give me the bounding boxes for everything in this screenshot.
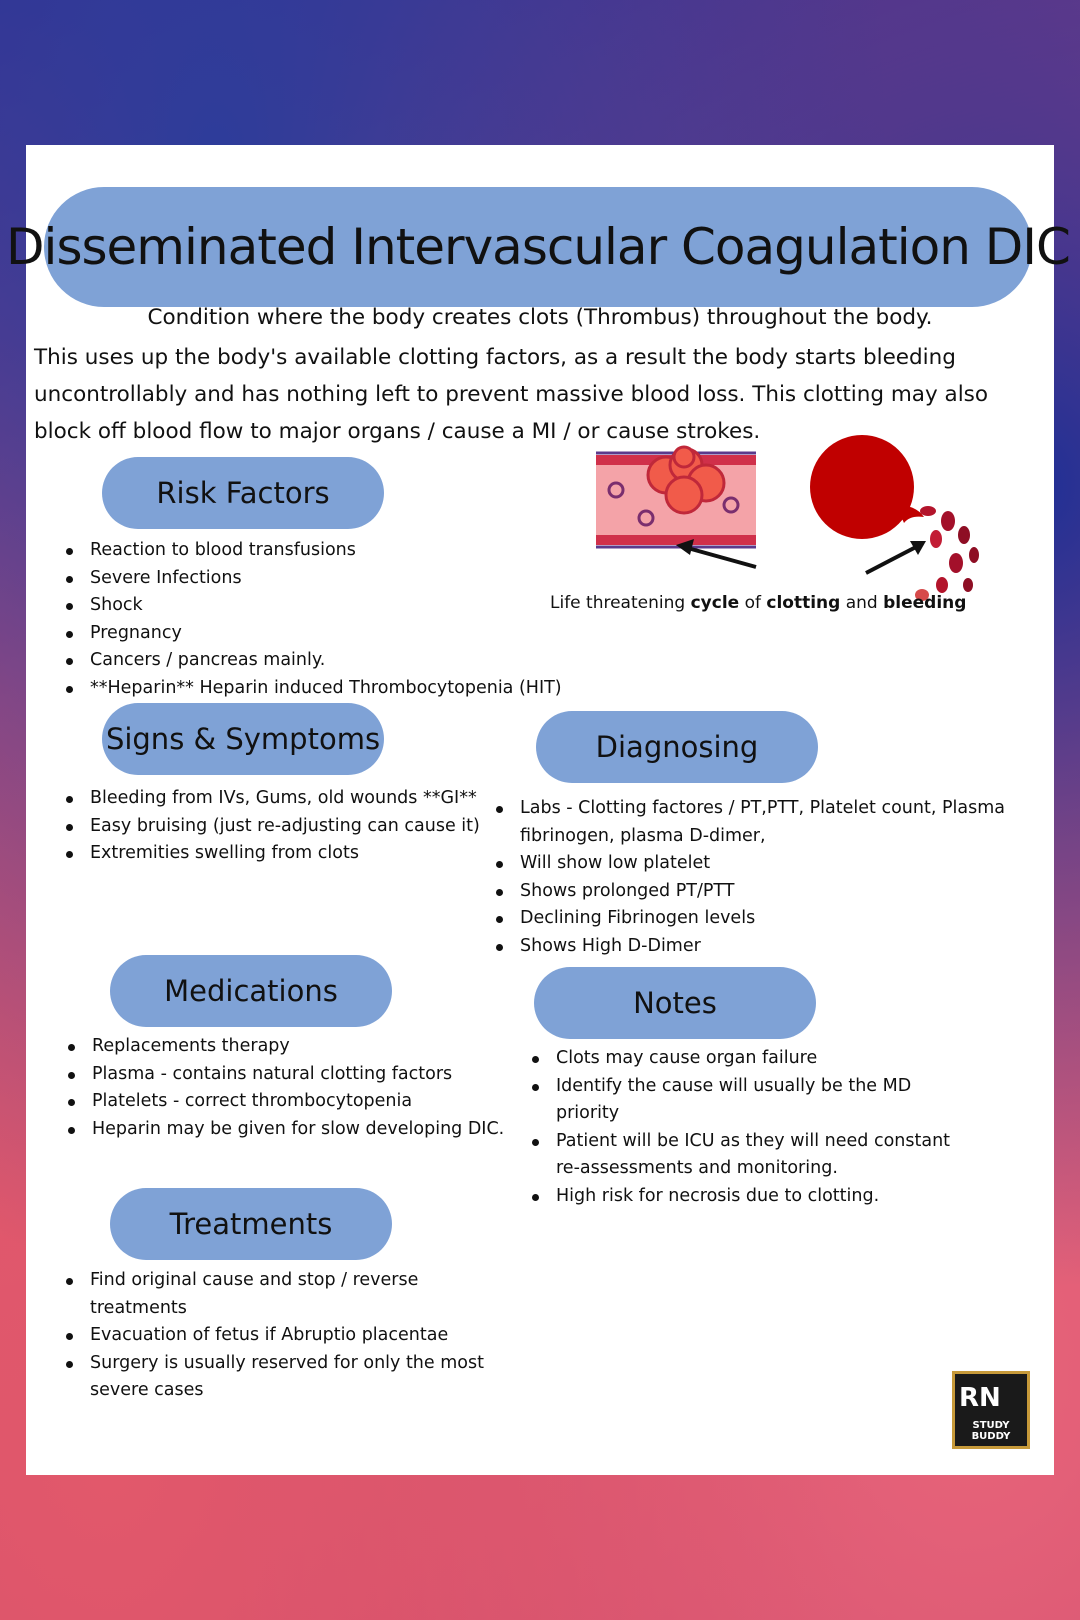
- list-item: Plasma - contains natural clotting factors: [92, 1061, 532, 1089]
- diagnosing-heading: Diagnosing: [536, 711, 818, 783]
- list-item: Shows prolonged PT/PTT: [520, 878, 1020, 906]
- arrow-right-icon: [866, 541, 926, 573]
- list-item: Easy bruising (just re-adjusting can cause it): [90, 813, 530, 841]
- list-item: Shows High D-Dimer: [520, 933, 1020, 961]
- list-item: Find original cause and stop / reverse treatments: [90, 1267, 490, 1322]
- page-title: Disseminated Intervascular Coagulation DIC: [6, 218, 1070, 276]
- list-item: Clots may cause organ failure: [556, 1045, 976, 1073]
- list-item: Severe Infections: [90, 565, 610, 593]
- list-item: Pregnancy: [90, 620, 610, 648]
- list-item: Identify the cause will usually be the MD priority: [556, 1073, 976, 1128]
- caption-text: of: [739, 593, 767, 613]
- list-item: Extremities swelling from clots: [90, 840, 530, 868]
- list-item: Will show low platelet: [520, 850, 1020, 878]
- intro-line-1: Condition where the body creates clots (Thrombus) throughout the body.: [147, 305, 933, 330]
- caption-bold-clotting: clotting: [766, 593, 841, 613]
- list-item: Declining Fibrinogen levels: [520, 905, 1020, 933]
- clotting-bleeding-illustration: [596, 435, 1016, 615]
- medications-heading: Medications: [110, 955, 392, 1027]
- risk-factors-list: [62, 537, 610, 702]
- blood-drop-icon: [810, 435, 979, 601]
- list-item: Platelets - correct thrombocytopenia: [92, 1088, 532, 1116]
- list-item: Replacements therapy: [92, 1033, 532, 1061]
- notes-heading: Notes: [534, 967, 816, 1039]
- caption-bold-bleeding: bleeding: [883, 593, 967, 613]
- list-item: Heparin may be given for slow developing DIC.: [92, 1116, 532, 1144]
- signs-symptoms-list: [62, 785, 530, 868]
- illustration-caption: [550, 593, 966, 613]
- list-item: Shock: [90, 592, 610, 620]
- infographic-card: [6, 145, 1070, 1475]
- list-item: Reaction to blood transfusions: [90, 537, 610, 565]
- list-item: Surgery is usually reserved for only the most severe cases: [90, 1350, 490, 1405]
- notes-list: [528, 1045, 976, 1210]
- treatments-list: [62, 1267, 490, 1405]
- list-item: Bleeding from IVs, Gums, old wounds **GI**: [90, 785, 530, 813]
- logo-rn-text: RN: [959, 1383, 1001, 1413]
- list-item: High risk for necrosis due to clotting.: [556, 1183, 976, 1211]
- risk-factors-heading: Risk Factors: [102, 457, 384, 529]
- list-item: Evacuation of fetus if Abruptio placentae: [90, 1322, 490, 1350]
- caption-bold-cycle: cycle: [690, 593, 740, 613]
- intro-paragraph: This uses up the body's available clotting factors, as a result the body starts bleeding uncontrollably and has nothing left to prevent massive blood loss. This clotting may also block off blood flow to major organs / cause a MI / or cause strokes.: [34, 345, 989, 444]
- diagnosing-list: [492, 795, 1020, 960]
- caption-text: and: [840, 593, 884, 613]
- medications-list: [64, 1033, 532, 1143]
- signs-symptoms-heading: Signs & Symptoms: [102, 703, 384, 775]
- list-item: Patient will be ICU as they will need constant re-assessments and monitoring.: [556, 1128, 976, 1183]
- treatments-heading: Treatments: [110, 1188, 392, 1260]
- rn-study-buddy-logo: [952, 1371, 1030, 1449]
- list-item: Labs - Clotting factores / PT,PTT, Platelet count, Plasma fibrinogen, plasma D-dimer,: [520, 795, 1020, 850]
- title-banner: [6, 187, 1070, 307]
- list-item: **Heparin** Heparin induced Thrombocytopenia (HIT): [90, 675, 610, 703]
- logo-study-buddy-text: STUDY BUDDY: [971, 1420, 1011, 1442]
- blood-vessel-icon: [596, 447, 756, 547]
- caption-text: Life threatening: [550, 593, 691, 613]
- list-item: Cancers / pancreas mainly.: [90, 647, 610, 675]
